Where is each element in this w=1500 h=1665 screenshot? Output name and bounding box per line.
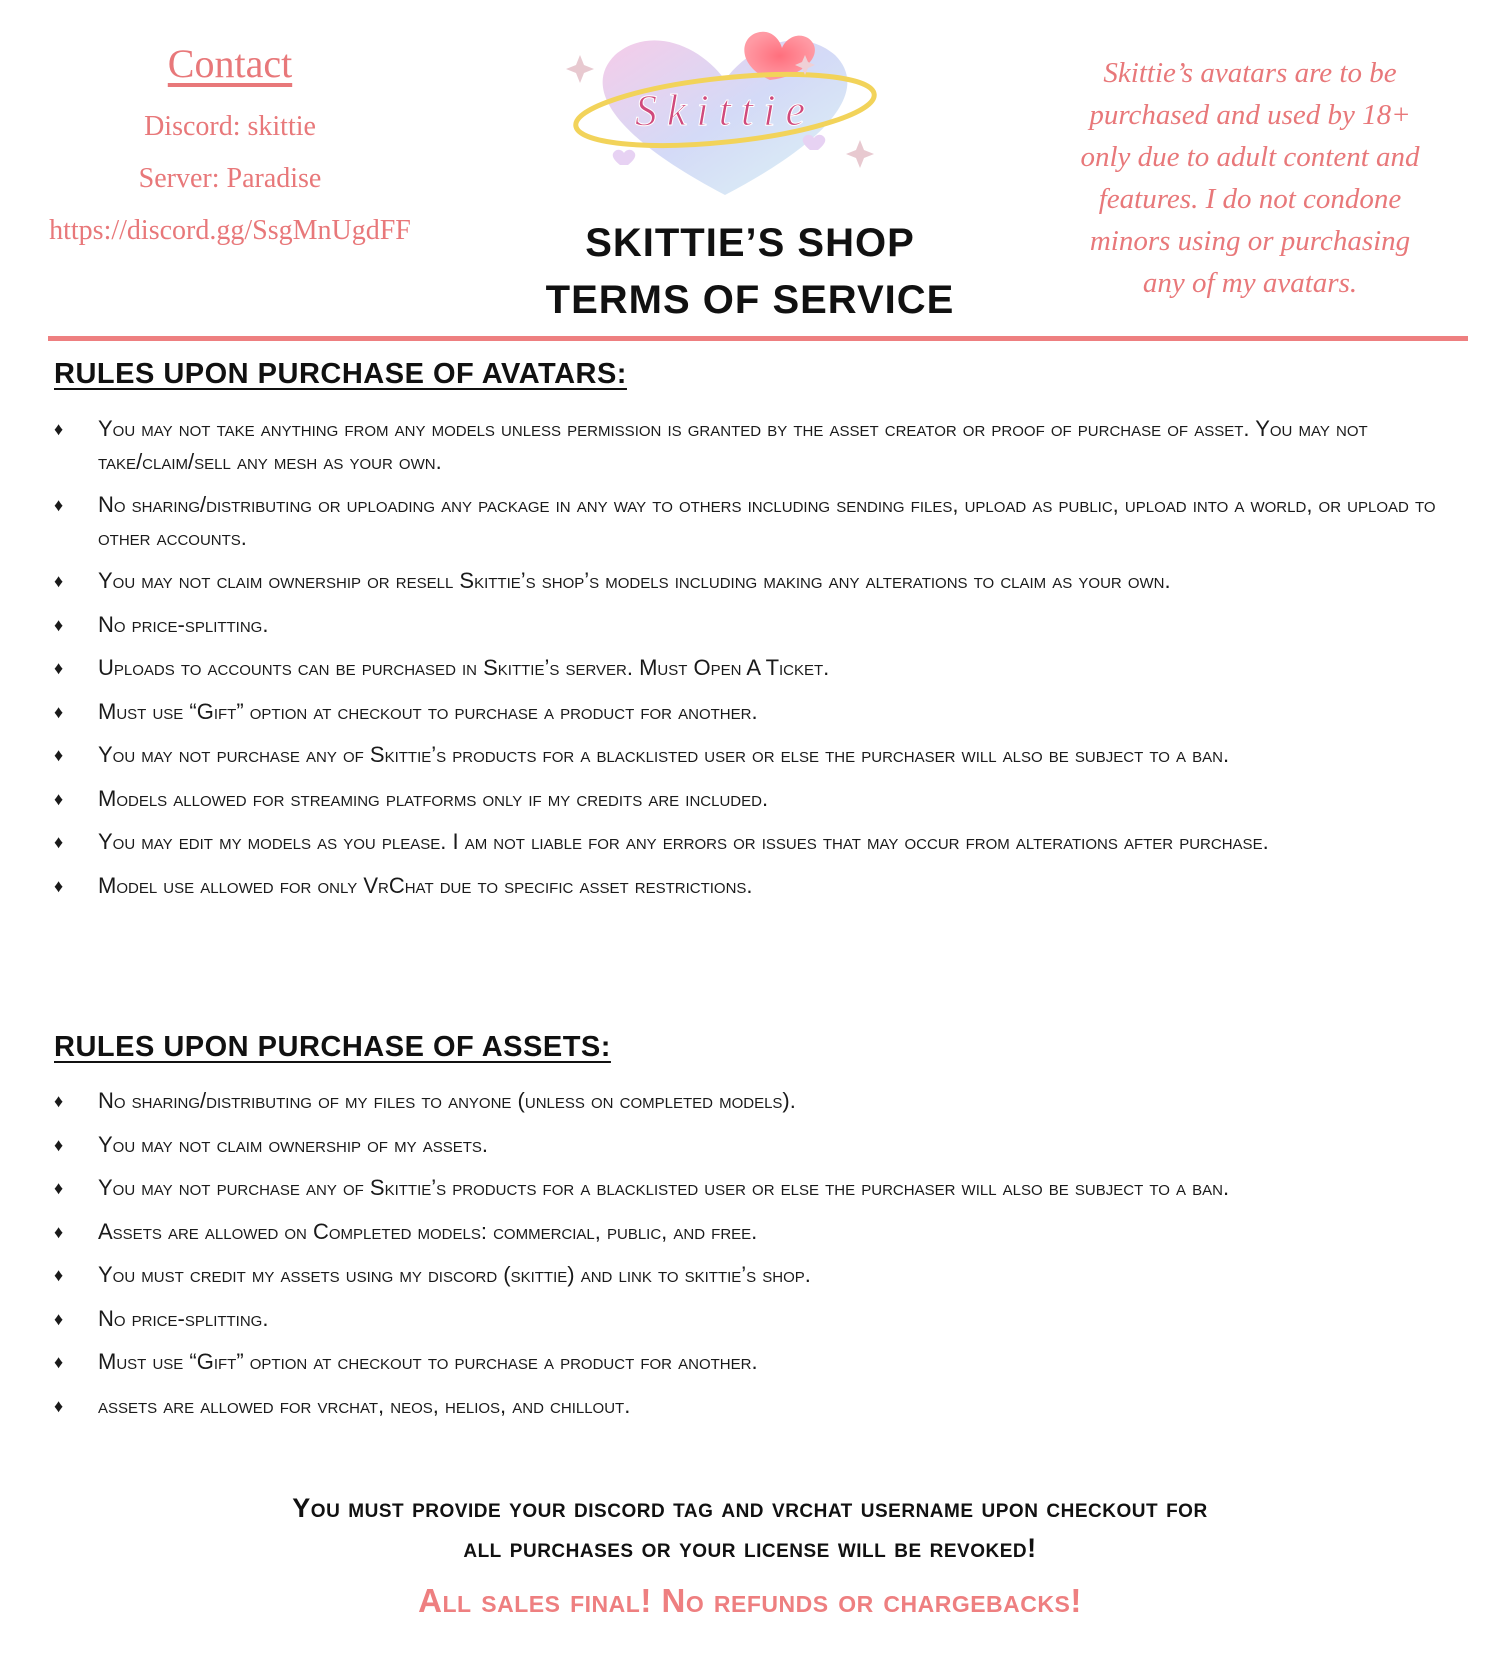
notice-line: Skittie’s avatars are to be (1103, 57, 1397, 89)
diamond-bullet-icon: ♦ (54, 1308, 64, 1329)
list-item (54, 1390, 1474, 1423)
contact-block (20, 40, 440, 257)
list-item (54, 652, 1474, 685)
diamond-bullet-icon: ♦ (54, 658, 64, 678)
list-item (54, 739, 1474, 772)
assets-rules-list (54, 1085, 1474, 1433)
list-item (54, 489, 1474, 554)
diamond-bullet-icon: ♦ (54, 419, 64, 439)
sales-final-notice: All sales final! No refunds or chargebacks! (418, 1582, 1082, 1619)
diamond-bullet-icon: ♦ (54, 495, 64, 515)
rule-text: You may not purchase any of Skittie’s products for a blacklisted user or else the purchaser will also be subject to a ban. (98, 742, 1230, 767)
rule-text: You may not purchase any of Skittie’s products for a blacklisted user or else the purchaser will also be subject to a ban. (98, 1175, 1230, 1200)
notice-line: only due to adult content and (1080, 141, 1420, 173)
header-divider (48, 336, 1468, 341)
rule-text: Model use allowed for only VrChat due to specific asset restrictions. (98, 872, 753, 898)
notice-line: minors using or purchasing (1089, 225, 1411, 257)
requirement-line-1: You must provide your discord tag and vrchat username upon checkout for (292, 1493, 1208, 1523)
rule-text: You may not claim ownership or resell Skittie’s shop’s models including making any alterations to claim as your own. (98, 568, 1171, 593)
diamond-bullet-icon: ♦ (54, 1221, 64, 1242)
rule-text: No sharing/distributing of my files to anyone (unless on completed models). (98, 1088, 796, 1113)
diamond-bullet-icon: ♦ (54, 788, 64, 809)
avatars-rules-list (54, 413, 1474, 913)
diamond-bullet-icon: ♦ (54, 701, 64, 722)
list-item (54, 1129, 1474, 1162)
rule-text: You may edit my models as you please. I am not liable for any errors or issues that may occur from alterations after purchase. (98, 829, 1269, 854)
list-item (54, 870, 1474, 903)
rule-text: Uploads to accounts can be purchased in Skittie’s server. Must Open A Ticket. (98, 655, 830, 680)
heart-logo-icon (560, 10, 890, 210)
list-item (54, 826, 1474, 859)
list-item (54, 565, 1474, 598)
rule-text: Must use “Gift” option at checkout to purchase a product for another. (98, 1349, 758, 1374)
page-title (470, 215, 1030, 329)
diamond-bullet-icon: ♦ (54, 832, 64, 852)
list-item (54, 1172, 1474, 1205)
list-item (54, 1303, 1474, 1336)
avatars-heading: RULES UPON PURCHASE OF AVATARS: (54, 358, 627, 390)
rule-text: You may not take anything from any models unless permission is granted by the asset creator or proof of purchase of asset. You may not take/claim/sell any mesh as your own. (98, 416, 1368, 474)
notice-line: purchased and used by 18+ (1089, 99, 1411, 131)
contact-server: Server: Paradise (138, 163, 322, 194)
rule-text: You may not claim ownership of my assets. (98, 1131, 488, 1157)
list-item (54, 696, 1474, 729)
diamond-bullet-icon: ♦ (54, 1395, 64, 1416)
list-item (54, 1085, 1474, 1118)
list-item (54, 783, 1474, 816)
rule-text: Must use “Gift” option at checkout to purchase a product for another. (98, 698, 758, 724)
requirement-line-2: all purchases or your license will be revoked! (463, 1533, 1037, 1563)
list-item (54, 609, 1474, 642)
diamond-bullet-icon: ♦ (54, 1178, 64, 1198)
contact-invite-link[interactable]: https://discord.gg/SsgMnUgdFF (49, 215, 411, 246)
rule-text: No price-splitting. (98, 611, 269, 637)
diamond-bullet-icon: ♦ (54, 1091, 64, 1111)
diamond-bullet-icon: ♦ (54, 745, 64, 765)
contact-discord: Discord: skittie (144, 111, 316, 142)
shop-logo (560, 10, 890, 210)
rule-text: No price-splitting. (98, 1305, 269, 1331)
diamond-bullet-icon: ♦ (54, 614, 64, 635)
rule-text: Assets are allowed on Completed models: commercial, public, and free. (98, 1218, 758, 1244)
rule-text: Models allowed for streaming platforms only if my credits are included. (98, 785, 769, 811)
diamond-bullet-icon: ♦ (54, 1352, 64, 1372)
rule-text: No sharing/distributing or uploading any package in any way to others including sending files, upload as public, upload into a world, or upload to other accounts. (98, 492, 1436, 550)
checkout-requirement (60, 1488, 1440, 1568)
notice-line: any of my avatars. (1142, 267, 1358, 299)
contact-title: Contact (167, 41, 293, 86)
diamond-bullet-icon: ♦ (54, 571, 64, 591)
list-item (54, 1259, 1474, 1292)
title-line-1: SKITTIE’S SHOP (585, 221, 915, 265)
list-item (54, 1216, 1474, 1249)
notice-line: features. I do not condone (1098, 183, 1402, 215)
logo-text: Skittie (635, 86, 815, 135)
title-line-2: TERMS OF SERVICE (545, 278, 955, 322)
diamond-bullet-icon: ♦ (54, 1265, 64, 1285)
rule-text: assets are allowed for vrchat, neos, helios, and chillout. (98, 1392, 631, 1418)
list-item (54, 413, 1474, 478)
age-notice (1030, 52, 1470, 304)
assets-heading: RULES UPON PURCHASE OF ASSETS: (54, 1031, 611, 1063)
list-item (54, 1346, 1474, 1379)
diamond-bullet-icon: ♦ (54, 1134, 64, 1155)
diamond-bullet-icon: ♦ (54, 875, 64, 896)
rule-text: You must credit my assets using my discord (skittie) and link to skittie’s shop. (98, 1262, 811, 1287)
